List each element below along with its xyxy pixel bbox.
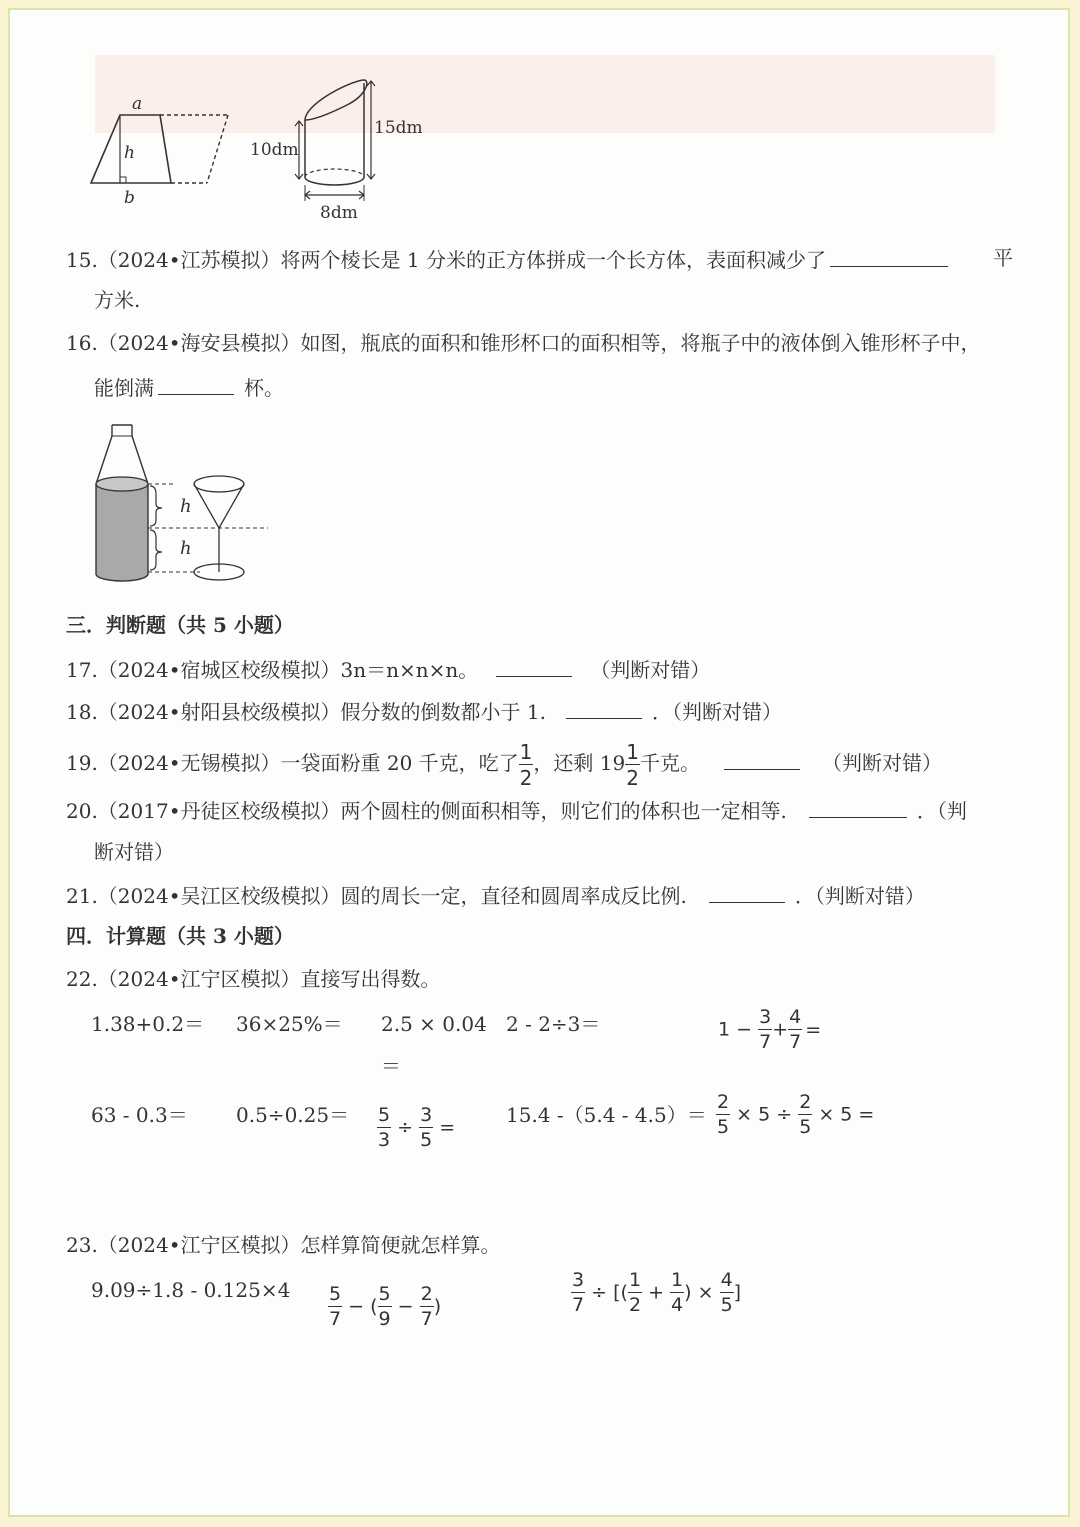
q22-r2-e1: 63 - 0.3＝ <box>91 1103 188 1127</box>
section-4-heading: 四．计算题（共 3 小题） <box>66 924 294 948</box>
q23-fraction-expr-2: $\frac{5}{7}$ − ( $\frac{5}{9}$ − $\frac{2}{7}$ ) <box>329 1283 442 1330</box>
q22-fraction-expr-3: $\frac{2}{5}$ × 5 ÷ $\frac{2}{5}$ × 5 = <box>717 1091 875 1138</box>
cyl-label-15dm: 15dm <box>374 118 423 138</box>
q16-line1: 16.（2024•海安县模拟）如图，瓶底的面积和锥形杯口的面积相等，将瓶子中的液体倒入锥形杯子中， <box>66 331 981 355</box>
q15-blank[interactable] <box>830 248 948 267</box>
q22-r1-e1: 1.38+0.2＝ <box>91 1012 205 1036</box>
q22-r1-e3-equals: ＝ <box>381 1054 401 1078</box>
q22-title: 22.（2024•江宁区模拟）直接写出得数。 <box>66 967 441 991</box>
q22-r2-e2: 0.5÷0.25＝ <box>236 1103 350 1127</box>
trap-label-a: a <box>132 94 143 114</box>
q19-blank[interactable] <box>724 751 800 770</box>
q22-r2-e3: 15.4 -（5.4 - 4.5）＝ <box>506 1103 707 1127</box>
q19: 19.（2024•无锡模拟）一袋面粉重 20 千克，吃了 $\frac{1}{2}$ ，还剩 19 $\frac{1}{2}$ 千克。 （判断对错） <box>66 739 942 790</box>
cyl-label-8dm: 8dm <box>320 203 358 223</box>
q20-blank[interactable] <box>809 799 907 818</box>
trap-label-b: b <box>124 188 135 208</box>
bottle-h-lower: h <box>180 538 192 559</box>
q20: 20.（2017•丹徒区校级模拟）两个圆柱的侧面积相等，则它们的体积也一定相等. ．（判 <box>66 799 967 823</box>
q23-title: 23.（2024•江宁区模拟）怎样算简便就怎样算。 <box>66 1233 501 1257</box>
q15-tail: 平 <box>993 246 1013 270</box>
cyl-label-10dm: 10dm <box>250 140 299 160</box>
q18-blank[interactable] <box>566 700 642 719</box>
q15-line1: 15.（2024•江苏模拟）将两个棱长是 1 分米的正方体拼成一个长方体，表面积减少了 <box>66 248 952 270</box>
q16-line2: 能倒满 杯。 <box>94 376 284 400</box>
bottle-h-upper: h <box>180 496 192 517</box>
q22-r1-e4: 2 - 2÷3＝ <box>506 1012 601 1036</box>
q17-blank[interactable] <box>496 658 572 677</box>
trapezoid-figure <box>85 95 245 215</box>
trap-label-h: h <box>124 143 135 163</box>
q22-r1-e2: 36×25%＝ <box>236 1012 343 1036</box>
q22-fraction-expr-2: $\frac{5}{3}$ ÷ $\frac{3}{5}$ = <box>378 1104 456 1151</box>
q18: 18.（2024•射阳县校级模拟）假分数的倒数都小于 1. ．（判断对错） <box>66 700 782 724</box>
cylinder-figure <box>285 75 395 205</box>
q17: 17.（2024•宿城区校级模拟）3n＝n×n×n。 （判断对错） <box>66 658 711 682</box>
q23-fraction-expr-3: $\frac{3}{7}$ ÷ [( $\frac{1}{2}$ + $\frac{1}{4}$ ) × $\frac{4}{5}$ ] <box>572 1269 742 1316</box>
q16-blank[interactable] <box>158 376 234 395</box>
q22-fraction-expr-1: 1 − $\frac{3}{7}$ + $\frac{4}{7}$ = <box>718 1006 822 1053</box>
q15-line2: 方米. <box>94 288 141 312</box>
q21-blank[interactable] <box>709 884 785 903</box>
section-3-heading: 三．判断题（共 5 小题） <box>66 613 294 637</box>
q22-r1-e3: 2.5 × 0.04 <box>381 1012 487 1036</box>
q21: 21.（2024•吴江区校级模拟）圆的周长一定，直径和圆周率成反比例. ．（判断对错） <box>66 884 925 908</box>
q23-e1: 9.09÷1.8 - 0.125×4 <box>91 1278 291 1302</box>
q20-line2: 断对错） <box>94 840 174 864</box>
